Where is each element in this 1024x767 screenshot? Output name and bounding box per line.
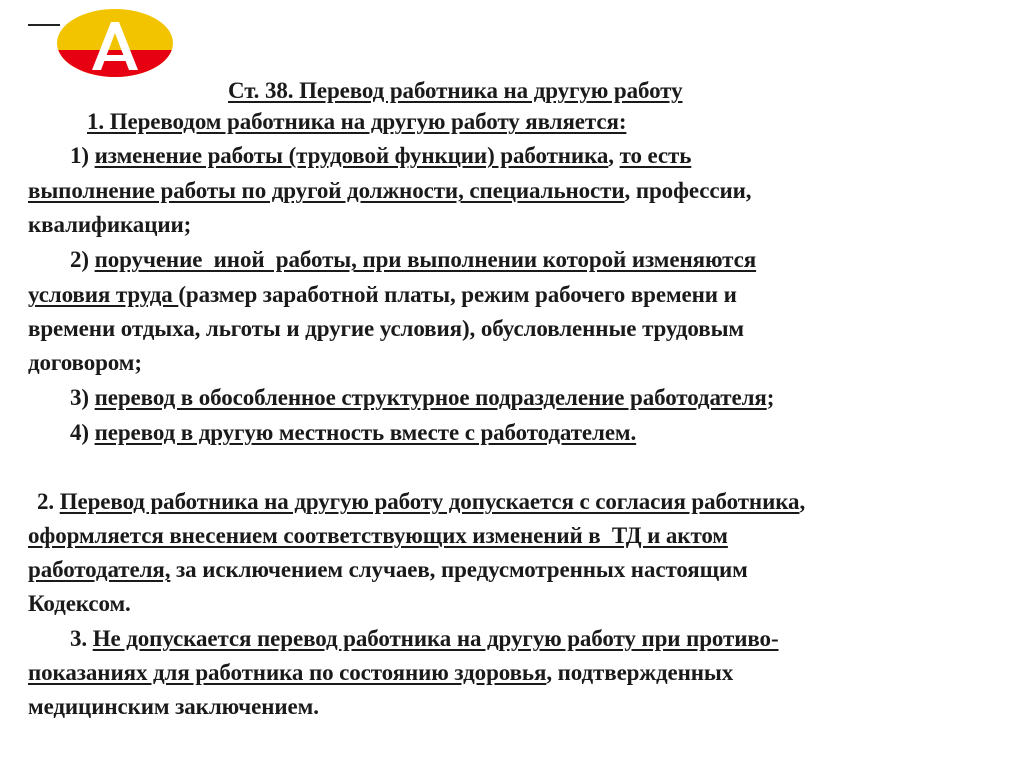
underlined-text: показаниях для работника по состоянию здоровья [28,660,547,685]
plain-text: за исключением случаев, предусмотренных настоящим [170,557,748,582]
underlined-text: то есть [619,143,692,168]
text-line [28,590,131,618]
text-line [28,659,733,687]
article-title: Ст. 38. Перевод работника на другую работу [228,78,683,103]
plain-text: 3. [70,626,93,651]
plain-text: 4) [70,420,95,445]
underlined-text: поручение иной работы, при выполнении которой изменяются [94,247,757,272]
plain-text: ; [766,385,775,410]
plain-text: 3) [70,385,95,410]
plain-text: 2) [70,247,95,272]
text-line [28,315,744,343]
plain-text: 1) [70,143,95,168]
underlined-text: выполнение работы по другой должности, специальности [28,178,625,203]
text-line [28,693,319,721]
underlined-text: изменение работы (трудовой функции) работника [94,143,609,168]
plain-text: договором; [28,350,142,375]
plain-text: 2. [37,489,60,514]
underlined-text: оформляется внесением соответствующих изменений в ТД и актом [28,523,728,548]
plain-text: , [608,143,620,168]
text-line [70,142,691,170]
plain-text: , подтвержденных [546,660,734,685]
plain-text: Кодексом. [28,591,131,616]
plain-text: квалификации; [28,212,192,237]
text-line [28,177,751,205]
underlined-text: Перевод работника на другую работу допускается с согласия работника [59,489,800,514]
underlined-text: перевод в обособленное структурное подразделение работодателя [94,385,767,410]
text-line [70,419,636,447]
logo-red-band [56,50,174,78]
text-line [70,625,779,653]
plain-text: , профессии, [624,178,752,203]
underlined-text: Не допускается перевод работника на другую работу при противо- [92,626,779,651]
text-line [70,384,774,412]
underlined-text: условия труда [28,282,179,307]
plain-text: , [799,489,806,514]
text-line [28,349,142,377]
plain-text: медицинским заключением. [28,694,319,719]
text-line [37,488,805,516]
logo-mark-bar [103,55,127,61]
logo-icon [56,8,174,78]
text-line [28,281,737,309]
text-line [28,556,748,584]
text-line [28,211,191,239]
text-line [70,246,756,274]
underlined-text: работодателя, [28,557,171,582]
text-line [28,522,728,550]
text-line [87,108,626,136]
underlined-text: перевод в другую местность вместе с работодателем. [94,420,637,445]
plain-text: времени отдыха, льготы и другие условия), обусловленные трудовым [28,316,744,341]
plain-text: (размер заработной платы, режим рабочего времени и [178,282,737,307]
underlined-text: 1. Переводом работника на другую работу является: [87,109,627,134]
